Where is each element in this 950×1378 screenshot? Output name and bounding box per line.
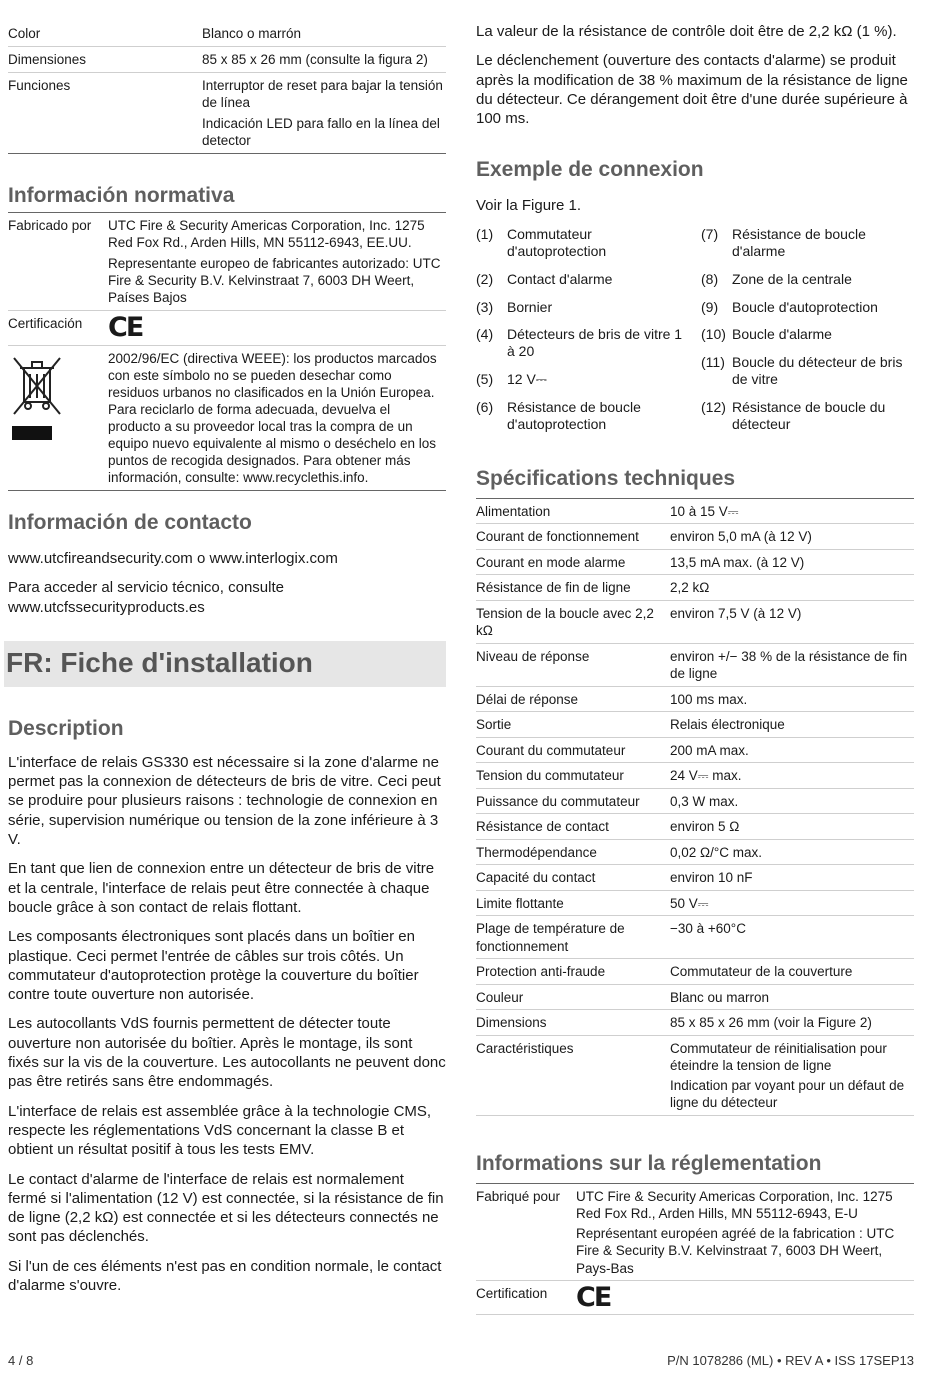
ce-mark-icon: CE	[576, 1282, 611, 1314]
table-row	[476, 916, 914, 959]
table-row	[8, 21, 446, 47]
table-row	[476, 788, 914, 814]
table-value-line: 0,02 Ω/°C max.	[670, 844, 763, 860]
description-paragraph: Si l'un de ces éléments n'est pas en condition normale, le contact d'alarme s'ouvre.	[8, 1257, 442, 1295]
normativa-table	[8, 213, 446, 491]
table-value-line: environ 5 Ω	[670, 819, 740, 835]
description-paragraph: Les autocollants VdS fournis permettent de détecter toute ouverture non autorisée du boîtier. Après le montage, ils sont fixés sur la vis de la couverture. Les autocollants ne peuvent donc pas être retirés sans être endommagés.	[8, 1015, 446, 1091]
table-value	[670, 865, 914, 891]
table-row	[476, 498, 914, 524]
section-title-contacto: Información de contacto	[8, 511, 252, 534]
table-key: Certificación	[8, 311, 108, 346]
table-row	[476, 839, 914, 865]
table-row	[476, 686, 914, 712]
table-key: Capacité du contact	[476, 865, 670, 891]
table-key: Color	[8, 21, 202, 47]
table-row	[476, 600, 914, 643]
table-value-line: 50 V⎓	[670, 895, 709, 911]
table-row	[476, 712, 914, 738]
table-value	[670, 1035, 914, 1115]
table-value-line: Représentant européen agréé de la fabrication : UTC Fire & Security B.V. Kelvinstraat 7, 6003 DH Weert, Pays-Bas	[576, 1225, 895, 1276]
table-value	[576, 1183, 914, 1281]
table-value-line: 13,5 mA max. (à 12 V)	[670, 554, 805, 570]
description-paragraph: Les composants électroniques sont placés dans un boîtier en plastique. Ceci permet l'entrée de câbles sur trois côtés. Un commutateur d'autoprotection protège la couverture du boîtier contre toute ouverture non autorisée.	[8, 928, 419, 1004]
table-value-line: Relais électronique	[670, 717, 785, 733]
table-row	[476, 1035, 914, 1115]
table-value	[670, 549, 914, 575]
table-row	[8, 213, 446, 311]
table-key: Couleur	[476, 984, 670, 1010]
table-row	[476, 959, 914, 985]
table-key: Funciones	[8, 73, 202, 154]
table-key	[8, 346, 108, 491]
table-value-line: 0,3 W max.	[670, 793, 739, 809]
section-title-specifications: Spécifications techniques	[476, 466, 736, 490]
table-key: Résistance de fin de ligne	[476, 575, 670, 601]
table-value	[670, 984, 914, 1010]
table-row	[476, 524, 914, 550]
table-row	[476, 575, 914, 601]
table-value-line: 200 mA max.	[670, 742, 749, 758]
table-value	[670, 763, 914, 789]
intro-paragraph: La valeur de la résistance de contrôle doit être de 2,2 kΩ (1 %).	[476, 23, 897, 40]
table-value-line: Interruptor de reset para bajar la tensión de línea	[202, 78, 443, 110]
section-title-description: Description	[8, 716, 124, 740]
description-paragraph: L'interface de relais est assemblée grâce à la technologie CMS, respecte les réglementations VdS concernant la classe B et obtient un résultat positif à tous les tests EMV.	[8, 1102, 432, 1159]
table-key: Courant du commutateur	[476, 737, 670, 763]
intro-paragraph: Le déclenchement (ouverture des contacts d'alarme) se produit après la modification de 38 % maximum de la résistance de ligne du détecteur. Ce dérangement doit être d'une durée supérieure à 100 ms.	[476, 52, 908, 128]
table-row	[476, 643, 914, 686]
table-value-line: −30 à +60°C	[670, 921, 746, 937]
table-value-line: UTC Fire & Security Americas Corporation, Inc. 1275 Red Fox Rd., Arden Hills, MN 55112-6943, E-U	[576, 1188, 893, 1222]
table-value	[670, 890, 914, 916]
table-value-line: environ 7,5 V (à 12 V)	[670, 605, 802, 621]
banner-fr-installation: FR: Fiche d'installation	[4, 641, 446, 687]
table-value	[670, 575, 914, 601]
table-row	[476, 1183, 914, 1281]
document-reference: P/N 1078286 (ML) • REV A • ISS 17SEP13	[667, 1353, 914, 1368]
table-value	[670, 737, 914, 763]
description-paragraph: L'interface de relais GS330 est nécessaire si la zone d'alarme ne permet pas la connexion de détecteurs de bris de vitre. Ceci peut se produire pour plusieurs raisons : technologie de connexion en série, supervision numérique ou tension de la zone inférieure à 3 V.	[8, 753, 441, 849]
left-column	[8, 0, 446, 1305]
table-value-line: Commutateur de réinitialisation pour éteindre la tension de ligne	[670, 1040, 887, 1074]
reglementation-table	[476, 1183, 914, 1316]
table-row	[476, 984, 914, 1010]
right-column	[476, 0, 914, 1315]
table-row	[8, 346, 446, 491]
table-key: Certification	[476, 1281, 576, 1315]
contact-support: Para acceder al servicio técnico, consulte www.utcfssecurityproducts.es	[8, 579, 284, 616]
table-row	[476, 763, 914, 789]
table-row	[476, 1010, 914, 1036]
section-title-normativa: Información normativa	[8, 184, 446, 213]
table-row	[476, 549, 914, 575]
table-value-line: 85 x 85 x 26 mm (voir la Figure 2)	[670, 1015, 872, 1031]
table-value	[108, 213, 446, 311]
ce-mark-icon: CE	[108, 312, 143, 343]
table-key: Plage de température de fonctionnement	[476, 916, 670, 959]
table-row	[8, 311, 446, 346]
table-value-line: Blanc ou marron	[670, 989, 770, 1005]
table-key: Niveau de réponse	[476, 643, 670, 686]
connection-legend: (1) Commutateur d'autoprotection (2) Contact d'alarme (3) Bornier (4) Détecteurs de bris de vitre 1 à 20 (5) 12 V⎓ (6) Résistance de boucle d'autoprotection (7) Résistance de boucle d'alarme (8) Zone de la centrale (9) Boucle d'autoprotection (10) Boucle d'alarme (11) Boucle du détecteur de bris de vitre (12) Résistance de boucle du détecteur	[476, 225, 903, 433]
section-title-exemple: Exemple de connexion	[476, 158, 704, 182]
table-key: Délai de réponse	[476, 686, 670, 712]
table-row	[476, 814, 914, 840]
table-key: Caractéristiques	[476, 1035, 670, 1115]
table-value: 85 x 85 x 26 mm (consulte la figura 2)	[202, 47, 446, 73]
table-value-line: 2,2 kΩ	[670, 580, 710, 596]
table-value-line: Representante europeo de fabricantes autorizado: UTC Fire & Security B.V. Kelvinstraat 7, 6003 DH Weert, Países Bajos	[108, 256, 441, 305]
table-key: Tension du commutateur	[476, 763, 670, 789]
table-key: Protection anti-fraude	[476, 959, 670, 985]
table-value-line: environ 10 nF	[670, 870, 753, 886]
table-value-line: environ 5,0 mA (à 12 V)	[670, 529, 812, 545]
table-key: Tension de la boucle avec 2,2 kΩ	[476, 600, 670, 643]
table-value	[670, 524, 914, 550]
table-value	[670, 498, 914, 524]
table-row	[476, 865, 914, 891]
product-summary-table	[8, 21, 446, 154]
table-value: Blanco o marrón	[202, 21, 446, 47]
table-value-line: 24 V⎓ max.	[670, 768, 742, 784]
table-value	[670, 1010, 914, 1036]
table-key: Dimensions	[476, 1010, 670, 1036]
table-key: Fabriqué pour	[476, 1183, 576, 1281]
page-number: 4 / 8	[8, 1353, 34, 1368]
table-row	[476, 890, 914, 916]
table-value	[670, 916, 914, 959]
table-value	[670, 788, 914, 814]
table-value-line: 10 à 15 V⎓	[670, 503, 739, 519]
table-key: Résistance de contact	[476, 814, 670, 840]
table-row	[8, 47, 446, 73]
table-key: Dimensiones	[8, 47, 202, 73]
weee-text: 2002/96/EC (directiva WEEE): los productos marcados con este símbolo no se pueden desechar como residuos urbanos no clasificados en la Unión Europea. Para reciclarlo de forma adecuada, devuelva el producto a su proveedor local tras la compra de un equipo nuevo equivalente al mismo o deséchelo en los puntos de recogida designados. Para obtener más información, consulte: www.recyclethis.info.	[108, 346, 446, 491]
contact-websites: www.utcfireandsecurity.com o www.interlogix.com	[8, 550, 338, 567]
table-value-line: UTC Fire & Security Americas Corporation, Inc. 1275 Red Fox Rd., Arden Hills, MN 55112-6943, EE.UU.	[108, 218, 425, 250]
table-row	[8, 73, 446, 154]
exemple-intro: Voir la Figure 1.	[476, 197, 582, 215]
table-row	[476, 737, 914, 763]
table-value	[670, 600, 914, 643]
table-value-line: 100 ms max.	[670, 691, 748, 707]
table-key: Thermodépendance	[476, 839, 670, 865]
table-value	[670, 643, 914, 686]
table-value	[576, 1281, 914, 1315]
table-key: Alimentation	[476, 498, 670, 524]
table-value-line: Indication par voyant pour un défaut de ligne du détecteur	[670, 1077, 905, 1111]
table-key: Limite flottante	[476, 890, 670, 916]
spec-table	[476, 498, 914, 1116]
table-value	[670, 839, 914, 865]
table-value-line: environ +/− 38 % de la résistance de fin de ligne	[670, 648, 908, 682]
table-value	[670, 712, 914, 738]
table-key: Courant de fonctionnement	[476, 524, 670, 550]
table-value-line: Indicación LED para fallo en la línea del detector	[202, 116, 440, 148]
table-value	[108, 311, 446, 346]
table-value	[202, 73, 446, 154]
table-key: Puissance du commutateur	[476, 788, 670, 814]
table-key: Sortie	[476, 712, 670, 738]
description-paragraph: Le contact d'alarme de l'interface de relais est normalement fermé si l'alimentation (12 V) est connectée, si la résistance de fin de ligne (2,2 kΩ) est connectée et si les détecteurs connectés ne sont pas déclenchés.	[8, 1170, 444, 1246]
table-value	[670, 686, 914, 712]
table-row	[476, 1281, 914, 1315]
section-title-reglementation: Informations sur la réglementation	[476, 1151, 822, 1175]
table-value-line: Commutateur de la couverture	[670, 964, 853, 980]
table-value	[670, 814, 914, 840]
description-paragraph: En tant que lien de connexion entre un détecteur de bris de vitre et la centrale, l'interface de relais peut être connectée à chaque boucle grâce à son contact de relais flottant.	[8, 860, 435, 916]
table-key: Fabricado por	[8, 213, 108, 311]
table-value	[670, 959, 914, 985]
crossed-bin-icon	[8, 350, 68, 445]
table-key: Courant en mode alarme	[476, 549, 670, 575]
